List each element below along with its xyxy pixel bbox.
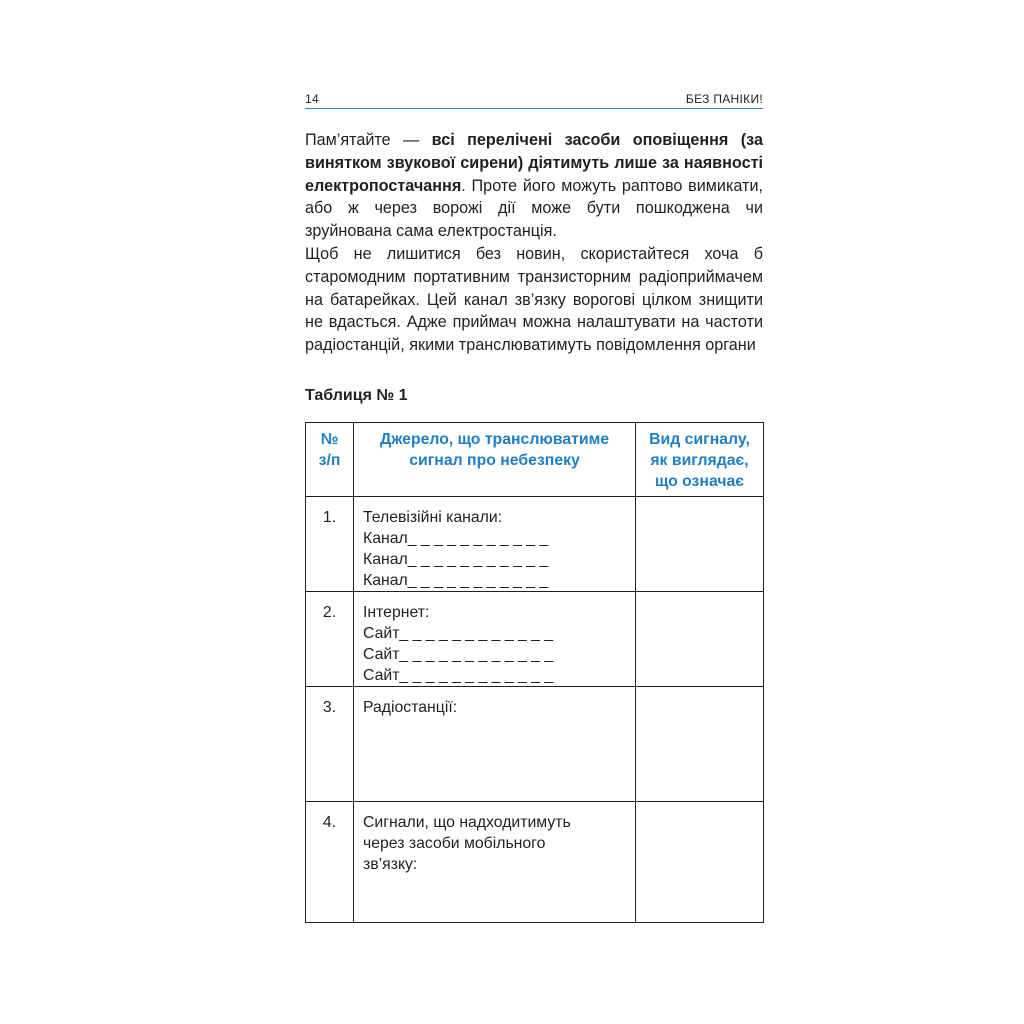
book-page	[305, 90, 763, 923]
paragraph-lead: Пам’ятайте —	[305, 131, 432, 149]
row-heading: Сигнали, що надходитимуть через засоби мобільного зв’язку:	[363, 813, 571, 873]
book-title: БЕЗ ПАНІКИ!	[685, 92, 763, 106]
header-signal: Вид сигналу, як виглядає, що означає	[636, 422, 764, 496]
blank-line: Канал_ _ _ _ _ _ _ _ _ _ _	[363, 529, 549, 547]
table-row	[306, 801, 764, 922]
row-signal-cell	[636, 496, 764, 591]
row-source	[354, 686, 636, 801]
row-number: 4.	[306, 801, 354, 922]
row-signal-cell	[636, 801, 764, 922]
row-heading: Радіостанції:	[363, 698, 458, 716]
row-heading: Телевізійні канали:	[363, 508, 503, 526]
body-text	[305, 129, 763, 357]
running-head	[305, 90, 763, 109]
row-signal-cell	[636, 686, 764, 801]
row-source	[354, 801, 636, 922]
paragraph-emphasis: всі перелічені засоби оповіщення (за винятком звукової сирени) діятимуть лише за наявності електропостачання	[305, 131, 763, 195]
row-number: 1.	[306, 496, 354, 591]
warning-sources-table	[305, 422, 764, 923]
paragraph-radio-advice: Щоб не лишитися без новин, скористайтеся хоча б старомодним портативним транзисторним радіоприймачем на батарейках. Цей канал зв’язку ворогові цілком знищити не вдасться. Адже приймач можна налаштувати на частоти радіостанцій, якими транслюватимуть повідомлення органи	[305, 244, 763, 355]
blank-line: Сайт_ _ _ _ _ _ _ _ _ _ _ _	[363, 624, 554, 642]
page-number: 14	[305, 92, 319, 106]
row-number: 2.	[306, 591, 354, 686]
table-title: Таблиця № 1	[305, 386, 408, 404]
paragraph-tail: . Проте його можуть раптово вимикати, або ж через ворожі дії може бути пошкоджена чи зруйнована сама електростанція.	[305, 176, 763, 241]
paragraph-power-warning	[305, 129, 763, 243]
blank-line: Канал_ _ _ _ _ _ _ _ _ _ _	[363, 571, 549, 589]
row-source	[354, 591, 636, 686]
row-number: 3.	[306, 686, 354, 801]
blank-line: Канал_ _ _ _ _ _ _ _ _ _ _	[363, 550, 549, 568]
table-row	[306, 591, 764, 686]
table-header-row	[306, 422, 764, 496]
blank-line: Сайт_ _ _ _ _ _ _ _ _ _ _ _	[363, 645, 554, 663]
row-heading: Інтернет:	[363, 603, 430, 621]
row-source	[354, 496, 636, 591]
header-number: № з/п	[306, 422, 354, 496]
header-source: Джерело, що транслюватиме сигнал про небезпеку	[354, 422, 636, 496]
blank-line: Сайт_ _ _ _ _ _ _ _ _ _ _ _	[363, 666, 554, 684]
table-row	[306, 686, 764, 801]
row-signal-cell	[636, 591, 764, 686]
table-row	[306, 496, 764, 591]
